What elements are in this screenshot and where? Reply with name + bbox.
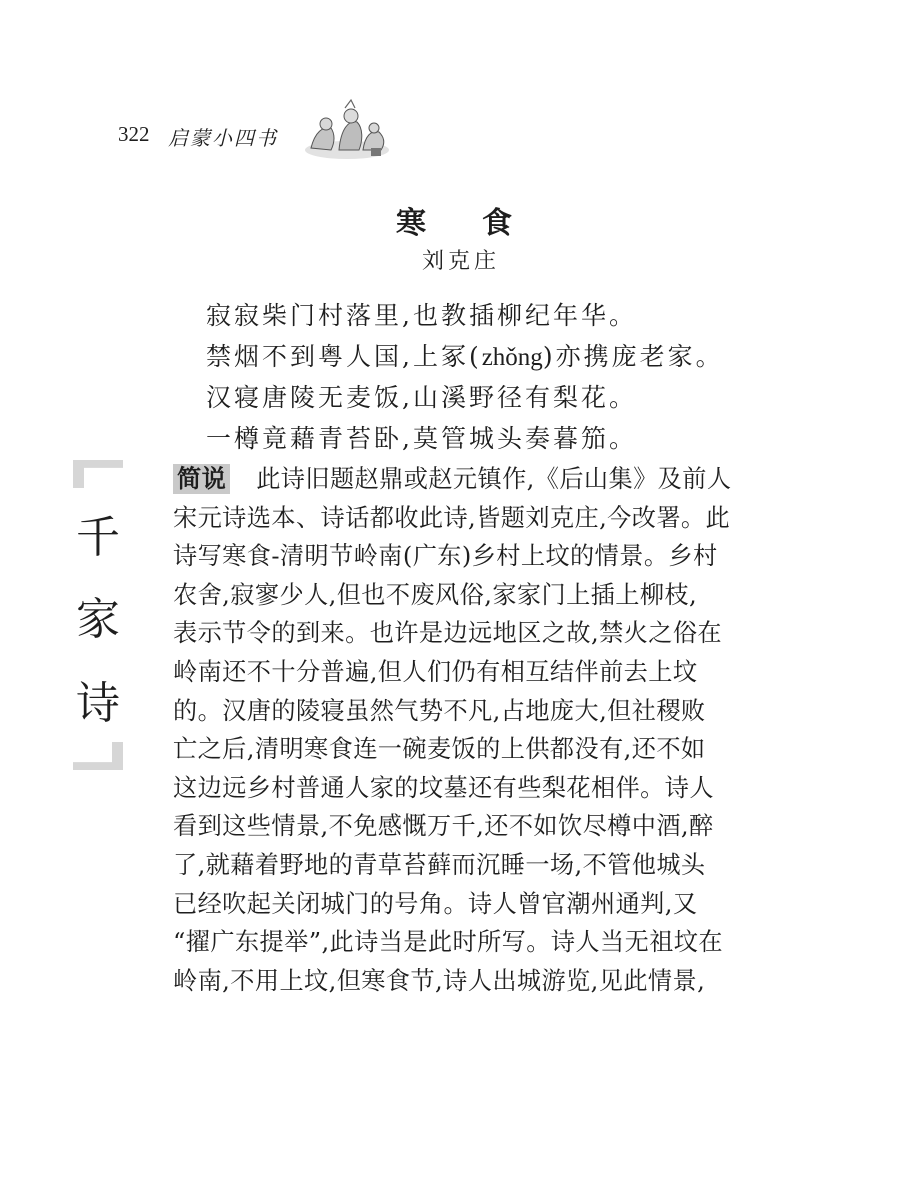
commentary-line: 表示节令的到来。也许是边远地区之故,禁火之俗在: [173, 619, 723, 648]
poem-line: 寂寂柴门村落里,也教插柳纪年华。: [206, 301, 637, 330]
poem-line: 汉寝唐陵无麦饭,山溪野径有梨花。: [206, 383, 637, 412]
page-number: 322: [118, 122, 150, 146]
poem-line: [206, 337, 724, 379]
commentary-first-line: 此诗旧题赵鼎或赵元镇作,《后山集》及前人: [256, 465, 732, 493]
poem-body: [206, 296, 724, 459]
commentary-line: 岭南,不用上坟,但寒食节,诗人出城游览,见此情景,: [173, 966, 706, 995]
commentary-label: 简说: [173, 464, 230, 494]
bracket-bottom-decoration: [73, 742, 123, 770]
poem-author: 刘克庄: [422, 249, 501, 274]
commentary-line: 诗写寒食-清明节岭南(广东)乡村上坟的情景。乡村: [173, 542, 718, 571]
commentary-section: [173, 460, 748, 1000]
commentary-line: “擢广东提举”,此诗当是此时所写。诗人当无祖坟在: [173, 928, 723, 957]
poem-line-part: )亦携庞老家。: [542, 341, 724, 371]
commentary-line: [173, 460, 748, 499]
side-label-char: 家: [76, 594, 120, 645]
commentary-line: 的。汉唐的陵寝虽然气势不凡,占地庞大,但社稷败: [173, 696, 706, 725]
pinyin-annotation: zhǒng: [481, 343, 543, 371]
commentary-line: 已经吹起关闭城门的号角。诗人曾官潮州通判,又: [173, 889, 698, 918]
side-section-label: [73, 460, 123, 770]
poem-line: 一樽竟藉青苔卧,莫管城头奏暮笳。: [206, 423, 637, 453]
poem-line-part: 禁烟不到粤人国,上冢(: [206, 341, 482, 371]
bracket-top-decoration: [73, 460, 123, 488]
poem-title: 寒食: [396, 206, 568, 241]
commentary-line: 岭南还不十分普遍,但人们仍有相互结伴前去上坟: [173, 657, 698, 686]
scholars-illustration-icon: [301, 98, 393, 162]
commentary-line: 亡之后,清明寒食连一碗麦饭的上供都没有,还不如: [173, 735, 706, 764]
commentary-line: 看到这些情景,不免感慨万千,还不如饮尽樽中酒,醉: [173, 812, 714, 841]
commentary-line: 了,就藉着野地的青草苔藓而沉睡一场,不管他城头: [173, 850, 706, 879]
side-label-char: 千: [76, 512, 120, 563]
commentary-line: 宋元诗选本、诗话都收此诗,皆题刘克庄,今改署。此: [173, 503, 731, 532]
book-title: 启蒙小四书: [168, 126, 278, 150]
commentary-line: 这边远乡村普通人家的坟墓还有些梨花相伴。诗人: [173, 773, 714, 802]
side-label-char: 诗: [76, 678, 120, 729]
commentary-line: 农舍,寂寥少人,但也不废风俗,家家门上插上柳枝,: [173, 580, 698, 609]
